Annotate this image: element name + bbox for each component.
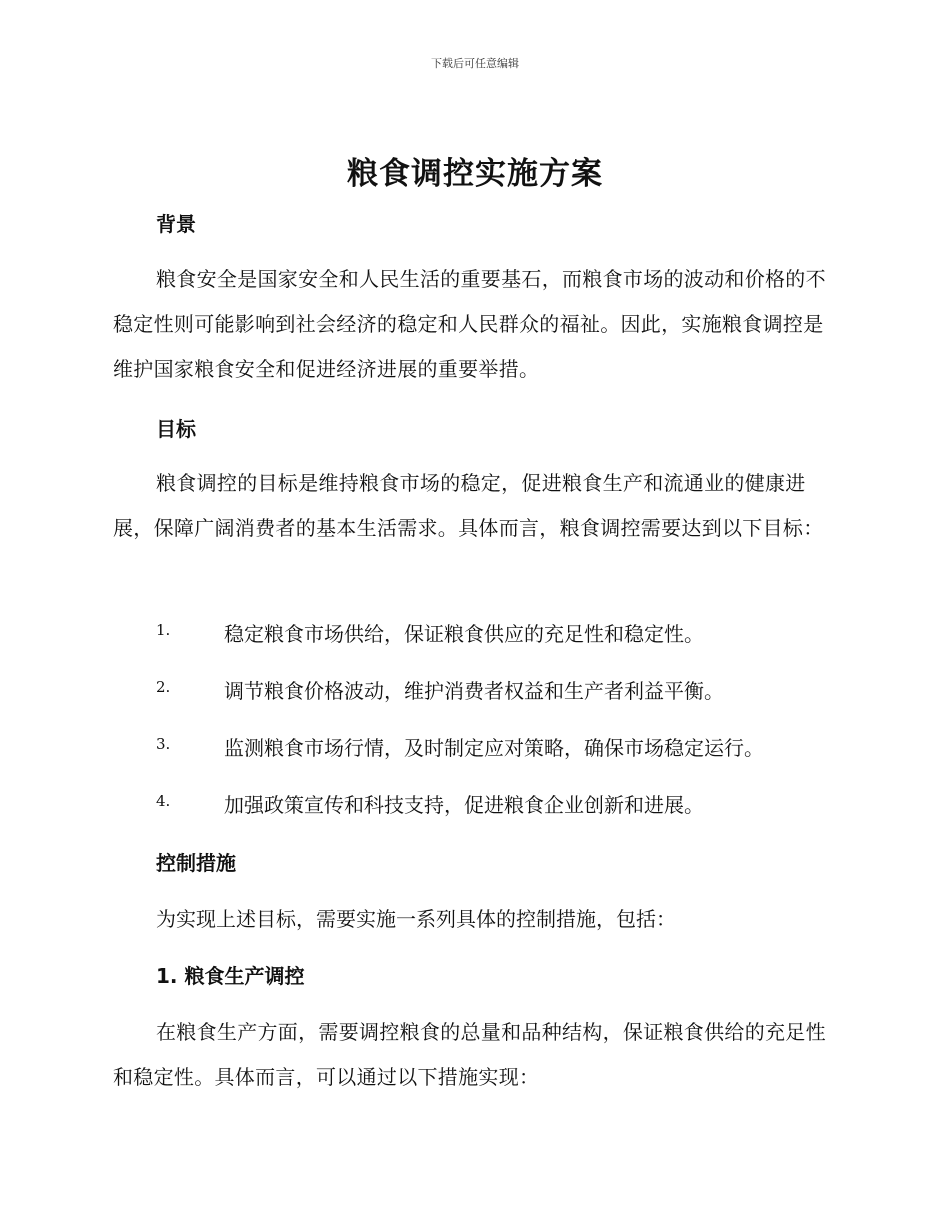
section-heading-goals: 目标: [156, 417, 196, 441]
sub-heading-production: 1. 粮食生产调控: [156, 964, 305, 988]
goals-paragraph: 粮食调控的目标是维持粮食市场的稳定，促进粮食生产和流通业的健康进展，保障广阔消费者的基本生活需求。具体而言，粮食调控需要达到以下目标：: [113, 471, 824, 540]
background-paragraph: 粮食安全是国家安全和人民生活的重要基石，而粮食市场的波动和价格的不稳定性则可能影响到社会经济的稳定和人民群众的福祉。因此，实施粮食调控是维护国家粮食安全和促进经济进展的重要举措。: [113, 267, 826, 381]
list-item-number: 4.: [156, 792, 171, 810]
list-item-text: 加强政策宣传和科技支持，促进粮食企业创新和进展。: [224, 793, 704, 817]
section-heading-measures: 控制措施: [156, 851, 236, 875]
list-item-text: 监测粮食市场行情，及时制定应对策略，确保市场稳定运行。: [224, 736, 764, 760]
list-item-number: 3.: [156, 735, 171, 753]
list-item-number: 1.: [156, 621, 171, 639]
production-paragraph: 在粮食生产方面，需要调控粮食的总量和品种结构，保证粮食供给的充足性和稳定性。具体而言，可以通过以下措施实现：: [113, 1020, 826, 1089]
list-item-text: 稳定粮食市场供给，保证粮食供应的充足性和稳定性。: [224, 622, 704, 646]
list-item-text: 调节粮食价格波动，维护消费者权益和生产者利益平衡。: [224, 679, 724, 703]
list-item: [156, 789, 856, 819]
list-item-number: 2.: [156, 678, 171, 696]
section-heading-background: 背景: [156, 212, 196, 236]
header-note: 下载后可任意编辑: [431, 57, 519, 70]
document-title: 粮食调控实施方案: [347, 156, 603, 192]
list-item: [156, 675, 856, 705]
measures-intro: 为实现上述目标，需要实施一系列具体的控制措施，包括：: [156, 907, 676, 931]
list-item: [156, 732, 856, 762]
list-item: [156, 618, 856, 648]
